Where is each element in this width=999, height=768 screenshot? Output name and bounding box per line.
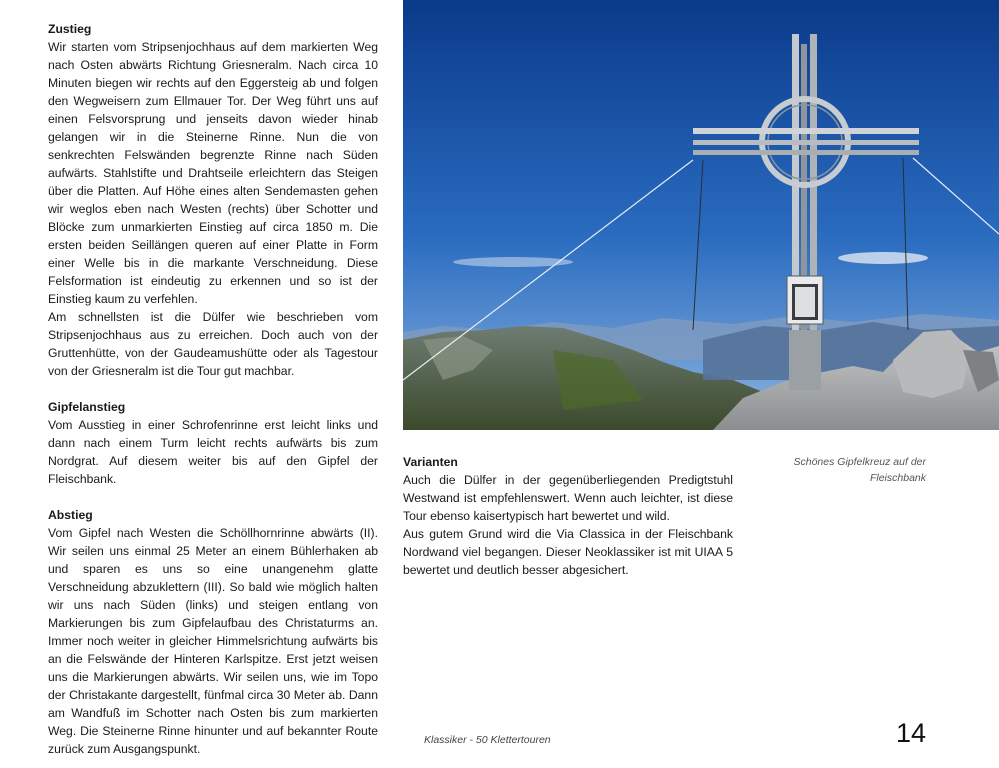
abstieg-heading: Abstieg (48, 508, 93, 522)
left-column (48, 20, 378, 758)
summit-cross-photo (403, 0, 999, 430)
footer-book-title: Klassiker - 50 Klettertouren (424, 734, 551, 746)
photo-caption: Schönes Gipfelkreuz auf der Fleischbank (793, 456, 926, 484)
gipfelanstieg-heading: Gipfelanstieg (48, 400, 126, 414)
zustieg-paragraph: Wir starten vom Stripsenjochhaus auf dem markierten Weg nach Osten abwärts Richtung Griesneralm. Nach circa 10 Minuten biegen wir rechts auf den Eggersteig ab und folgen den Wegweisern zum Ellmauer Tor. Der Weg führt uns auf einen Felsvorsprung und jenseits davon wieder hinab gelangen wir in die Steinerne Rinne. Nun die von senkrechten Felswänden begrenzte Rinne nach Süden aufwärts. Stahlstifte und Drahtseile erleichtern das Steigen über die Platten. Auf Höhe eines alten Sendemasten gehen wir weglos eben nach Westen (rechts) über Schotter und Blöcke zum unmarkierten Einstieg auf circa 1850 m. Die ersten beiden Seillängen queren auf einer Platte in Form einer Welle bis in die markante Verschneidung. Diese Felsformation ist eindeutig zu erkennen und so ist der Einstieg kaum zu verfehlen. (48, 40, 378, 306)
varianten-paragraph-2: Aus gutem Grund wird die Via Classica in der Fleischbank Nordwand viel begangen. Dieser Neoklassiker ist mit UIAA 5 bewertet und deutlich besser abgesichert. (403, 527, 733, 577)
zustieg-paragraph-2: Am schnellsten ist die Dülfer wie beschrieben vom Stripsenjochhaus aus zu erreichen. Doch auch von der Gruttenhütte, von der Gaudeamushütte oder als Tagestour von der Griesneralm ist die Tour gut machbar. (48, 310, 378, 378)
gipfelanstieg-paragraph: Vom Ausstieg in einer Schrofenrinne erst leicht links und dann nach einem Turm leicht rechts aufwärts bis zum Nordgrat. Auf diesem weiter bis auf den Gipfel der Fleischbank. (48, 418, 378, 486)
varianten-paragraph: Auch die Dülfer in der gegenüberliegenden Predigtstuhl Westwand ist empfehlenswert. Wenn auch leichter, ist diese Tour ebenso kaisertypisch hart bewertet und wild. (403, 473, 733, 523)
middle-column (403, 453, 733, 579)
summit-cross-illustration (403, 0, 999, 430)
page-number: 14 (895, 718, 926, 748)
zustieg-heading: Zustieg (48, 22, 92, 36)
varianten-heading: Varianten (403, 455, 458, 469)
abstieg-paragraph: Vom Gipfel nach Westen die Schöllhornrinne abwärts (II). Wir seilen uns einmal 25 Meter an einem Bühlerhaken ab und sparen es uns so eine unangenehm glatte Verschneidung abzuklettern (III). So bald wie möglich halten wir uns nach Süden (links) und steigen entlang von Markierungen bis zum Gipfelaufbau des Christaturms an. Immer noch weiter in gleicher Himmelsrichtung aufwärts bis an die Felswände der Hinteren Karlspitze. Erst jetzt weisen uns die Markierungen abwärts. Wir seilen uns, wie im Topo der Christakante dargestellt, fünfmal circa 30 Meter ab. Dann am Wandfuß im Schotter nach Osten bis zum markierten Weg. Die Steinerne Rinne hinunter und auf bekannter Route zurück zum Ausgangspunkt. (48, 526, 378, 756)
